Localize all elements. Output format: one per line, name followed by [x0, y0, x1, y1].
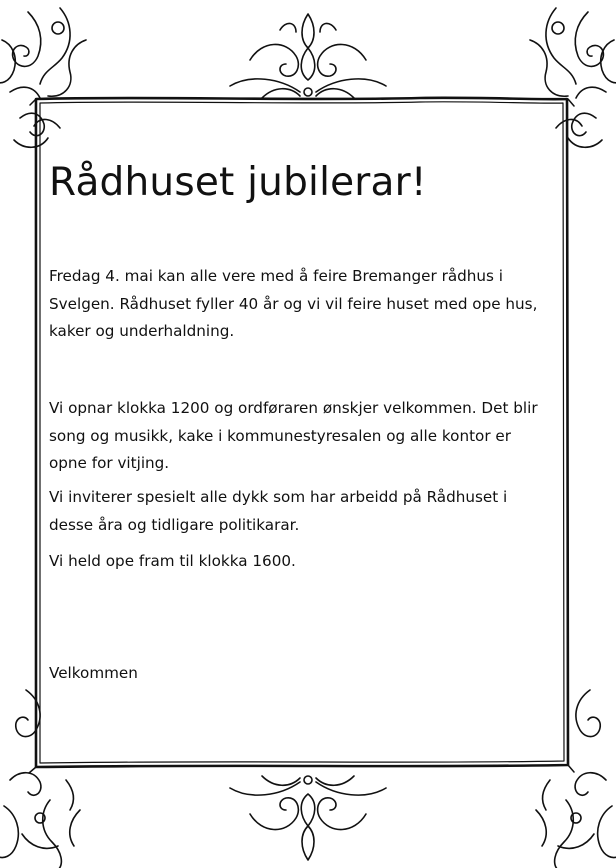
flourish-corner-icon-bottom-right — [536, 690, 616, 868]
scroll-ornament-icon-bottom — [230, 776, 386, 860]
paragraph-program: Vi opnar klokka 1200 og ordføraren ønskjer velkommen. Det blir song og musikk, kake i kommunestyresalen og alle kontor er opne for vitjing. — [49, 399, 538, 472]
flourish-corner-icon-bottom-left — [0, 690, 80, 868]
page-title: Rådhuset jubilerar! — [49, 160, 427, 205]
flourish-corner-icon-top-left — [0, 8, 86, 147]
scroll-ornament-icon-top — [230, 14, 386, 98]
flourish-corner-icon-top-right — [530, 8, 616, 147]
paragraph-closing-time: Vi held ope fram til klokka 1600. — [49, 552, 296, 570]
invitation-content — [49, 150, 549, 682]
paragraph-welcome: Velkommen — [49, 664, 138, 682]
paragraph-special-invitation: Vi inviterer spesielt alle dykk som har arbeidd på Rådhuset i desse åra og tidligare politikarar. — [49, 488, 508, 534]
paragraph-event-intro: Fredag 4. mai kan alle vere med å feire Bremanger rådhus i Svelgen. Rådhuset fyller 40 år og vi vil feire huset med ope hus, kaker og underhaldning. — [49, 267, 538, 340]
